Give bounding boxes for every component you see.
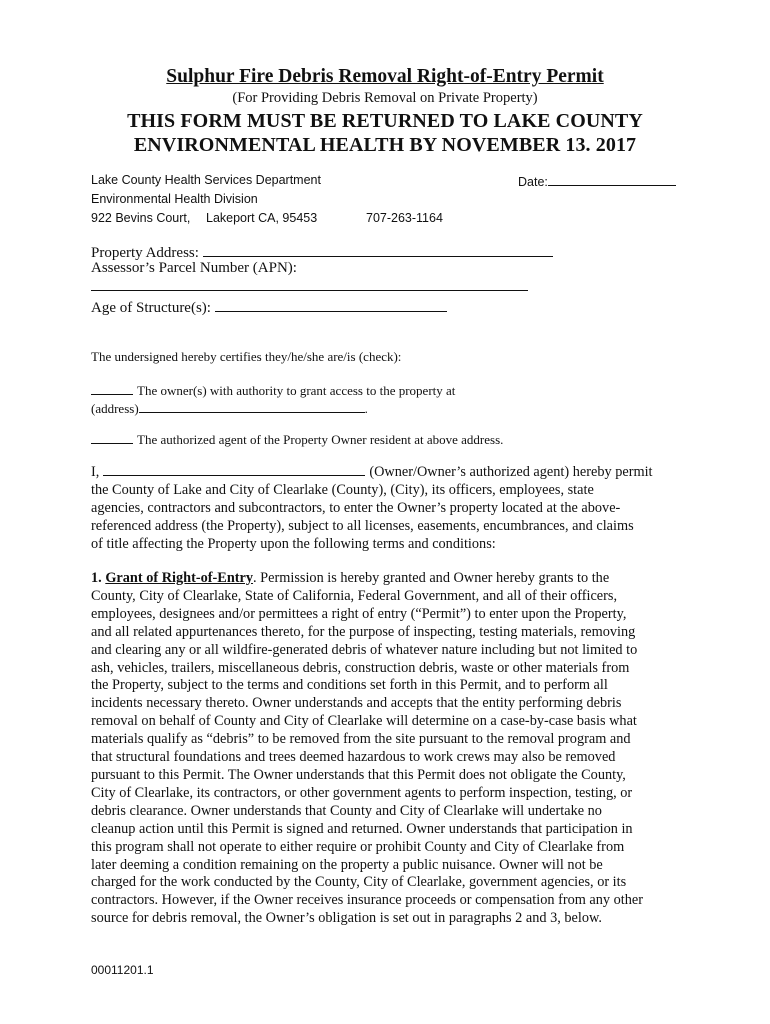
owner-address-blank[interactable] [139, 400, 365, 413]
section-1-line: later deeming a condition remaining on the property a public nuisance. Owner will not be [91, 856, 603, 873]
owner-address-period: . [364, 401, 368, 416]
permit-statement-line: of title affecting the Property upon the following terms and conditions: [91, 535, 496, 552]
permit-after-blank: (Owner/Owner’s authorized agent) hereby permit [369, 464, 653, 480]
section-1-line: incidents necessary thereto. Owner understands and accepts that the entity performing debris [91, 695, 622, 712]
permit-statement-first-line [91, 463, 691, 482]
apn-blank[interactable] [91, 290, 528, 291]
section-1-line: City of Clearlake, its contractors, or other government agents to perform inspection, testing, or [91, 784, 633, 801]
city-state-zip: Lakeport CA, 95453 [206, 211, 318, 225]
section-1-grant-of-right-of-entry [91, 570, 691, 928]
permit-statement-line: referenced address (the Property), subject to all licenses, easements, encumbrances, and claims [91, 517, 634, 534]
property-address-blank[interactable] [203, 242, 553, 257]
section-1-line: and all related appurtenances thereto, for the purpose of inspecting, testing materials, removing [91, 623, 636, 640]
section-1-line: removal on behalf of County and City of Clearlake will determine on a case-by-case basis what [91, 713, 637, 730]
owner-check-blank[interactable] [91, 382, 133, 395]
agent-checkbox-line[interactable] [91, 431, 503, 448]
section-1-line: that structural foundations and trees deemed hazardous to work crews may also be removed [91, 749, 616, 766]
section-1-line: County, City of Clearlake, State of California, Federal Government, and all of their officers, [91, 587, 618, 604]
section-1-line: this program shall not operate to either require or prohibit County and City of Clearlake from [91, 838, 625, 855]
section-1-line: cleanup action until this Permit is signed and returned. Owner understands that participation in [91, 820, 633, 837]
date-label: Date: [518, 175, 548, 189]
phone-number: 707-263-1164 [366, 211, 443, 225]
section-1-line: debris clearance. Owner understands that County and City of Clearlake will undertake no [91, 802, 602, 819]
section-1-line: the Property, subject to the terms and conditions set forth in this Permit, and to perform all [91, 677, 608, 694]
section-1-line: pursuant to this Permit. The Owner understands that this Permit does not obligate the County, [91, 766, 626, 783]
property-address-field[interactable] [91, 242, 553, 262]
document-id: 00011201.1 [91, 963, 154, 977]
section-1-line: employees, designees and/or permittees a right of entry (“Permit”) to enter upon the Property, [91, 605, 627, 622]
age-of-structure-blank[interactable] [215, 297, 447, 312]
street-address: 922 Bevins Court, [91, 211, 191, 225]
permit-statement [91, 463, 691, 554]
permit-statement-line: agencies, contractors and subcontractors, to enter the Owner’s property located at the above- [91, 499, 621, 516]
owner-checkbox-line[interactable] [91, 382, 455, 399]
department-name: Lake County Health Services Department [91, 173, 321, 187]
age-of-structure-label: Age of Structure(s): [91, 300, 211, 316]
apn-label: Assessor’s Parcel Number (APN): [91, 260, 297, 276]
owner-name-blank[interactable] [103, 463, 365, 476]
section-1-first-line [91, 570, 691, 588]
section-1-line: source for debris removal, the Owner’s obligation is set out in paragraphs 2 and 3, below. [91, 910, 602, 927]
section-1-line: and clearing any or all wildfire-generated debris of whatever nature including but not limited to [91, 641, 638, 658]
owner-address-line[interactable] [91, 400, 368, 417]
section-1-line: materials qualify as “debris” to be removed from the site pursuant to the removal program and [91, 731, 631, 748]
section-1-line: contractors. However, if the Owner receives insurance proceeds or compensation from any other [91, 892, 644, 909]
permit-lead: I, [91, 464, 100, 480]
owner-option-text: The owner(s) with authority to grant access to the property at [137, 383, 456, 398]
date-blank[interactable] [548, 173, 676, 186]
section-1-line: charged for the work conducted by the County, City of Clearlake, government agencies, or its [91, 874, 627, 891]
property-address-label: Property Address: [91, 245, 199, 261]
section-1-title: Grant of Right-of-Entry [105, 570, 254, 586]
division-name: Environmental Health Division [91, 192, 258, 206]
owner-address-label: (address) [91, 401, 139, 416]
agent-check-blank[interactable] [91, 431, 133, 444]
age-of-structure-field[interactable] [91, 297, 447, 317]
section-1-first-line-text: . Permission is hereby granted and Owner hereby grants to the [253, 570, 610, 586]
section-1-number: 1. [91, 570, 102, 586]
date-field[interactable] [518, 173, 676, 189]
deadline-notice-line2: ENVIRONMENTAL HEALTH BY NOVEMBER 13. 2017 [133, 134, 637, 156]
deadline-notice-line1: THIS FORM MUST BE RETURNED TO LAKE COUNTY [127, 110, 643, 132]
form-title: Sulphur Fire Debris Removal Right-of-Entry Permit [166, 66, 604, 87]
permit-statement-line: the County of Lake and City of Clearlake (County), (City), its officers, employees, state [91, 481, 594, 498]
form-subtitle: (For Providing Debris Removal on Private Property) [232, 90, 538, 106]
agent-option-text: The authorized agent of the Property Owner resident at above address. [137, 432, 504, 447]
certification-intro: The undersigned hereby certifies they/he/she are/is (check): [91, 349, 402, 364]
section-1-line: ash, vehicles, trailers, miscellaneous debris, construction debris, waste or other materials from [91, 659, 630, 676]
